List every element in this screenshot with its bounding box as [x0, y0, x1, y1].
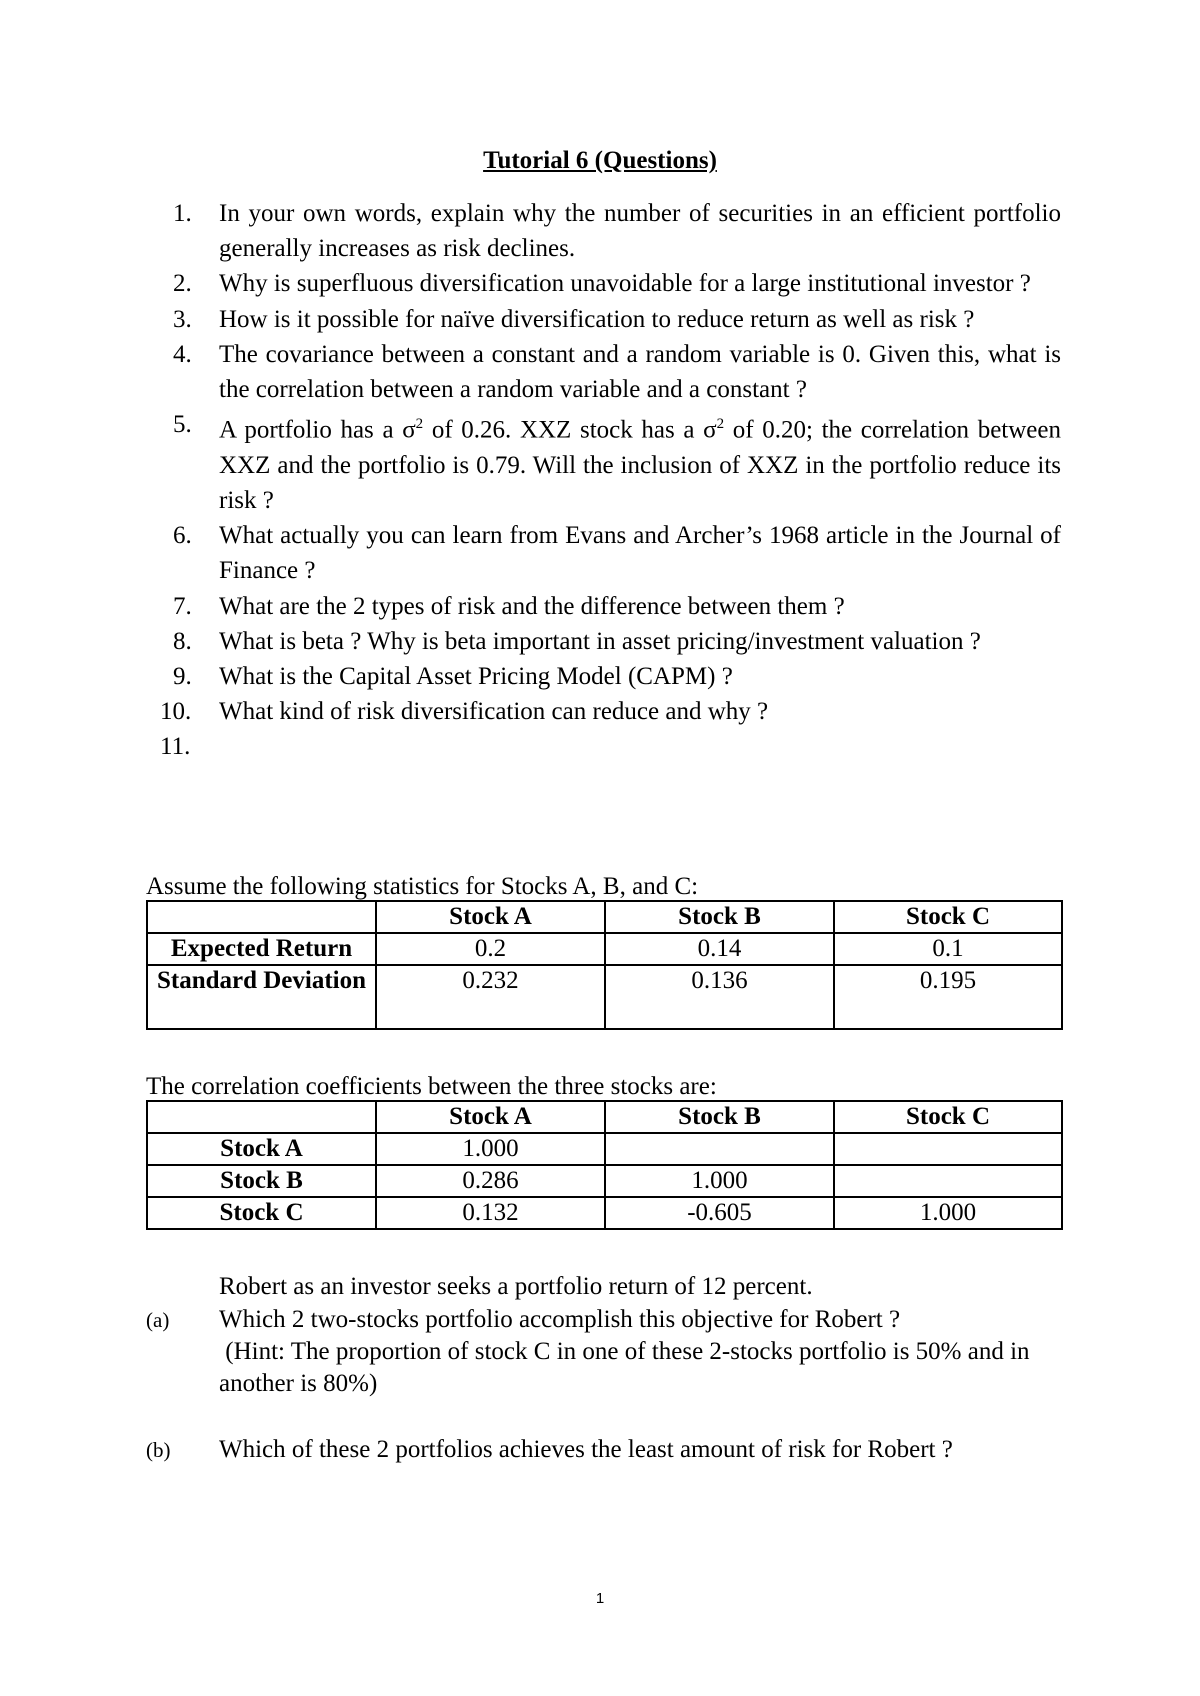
question-text: What is beta ? Why is beta important in asset pricing/investment valuation ?: [219, 627, 981, 655]
question-number: 11.: [160, 733, 191, 761]
page-number: 1: [595, 1590, 605, 1607]
question-text: What are the 2 types of risk and the difference between them ?: [219, 592, 845, 620]
question-item: [146, 337, 1061, 407]
table-cell: -0.605: [605, 1197, 834, 1229]
part-label: (b): [146, 1438, 171, 1462]
question-text: of 0.20; the correlation between XXZ and the portfolio is 0.79. Will the inclusion of XXZ in the portfolio reduce its risk ?: [219, 416, 1061, 514]
table-cell: 1.000: [605, 1165, 834, 1197]
table-cell: 0.132: [376, 1197, 605, 1229]
question-item: [146, 407, 1061, 518]
table-cell: 1.000: [834, 1197, 1062, 1229]
question-item: [146, 518, 1061, 588]
table-header-cell: Stock C: [834, 901, 1062, 933]
table-header-cell: Stock B: [605, 901, 834, 933]
question-number: 2.: [173, 270, 192, 298]
superscript: 2: [716, 416, 725, 433]
question-text: How is it possible for naïve diversification to reduce return as well as risk ?: [219, 305, 975, 333]
table-row: [147, 933, 1062, 965]
table-cell: [834, 1133, 1062, 1165]
question-text: In your own words, explain why the number of securities in an efficient portfolio generally increases as risk declines.: [219, 200, 1061, 263]
table-cell: [834, 1165, 1062, 1197]
question-text: What actually you can learn from Evans and Archer’s 1968 article in the Journal of Finance ?: [219, 522, 1061, 585]
table-header-cell: Stock A: [376, 901, 605, 933]
question-item: [146, 694, 1061, 729]
question-text: What is the Capital Asset Pricing Model (CAPM) ?: [219, 662, 733, 690]
question-number: 1.: [173, 200, 192, 227]
table-cell: 0.14: [605, 933, 834, 965]
row-label: Stock A: [147, 1133, 376, 1165]
table-header-row: [147, 1101, 1062, 1133]
part-question: Which 2 two-stocks portfolio accomplish this objective for Robert ?: [219, 1306, 901, 1333]
stats-intro: Assume the following statistics for Stocks A, B, and C:: [146, 873, 699, 900]
question-item: [146, 266, 1061, 301]
table-row: [147, 1133, 1062, 1165]
table-header-row: [147, 901, 1062, 933]
question-number: 8.: [173, 627, 192, 655]
row-label: Expected Return: [147, 933, 376, 965]
question-item: [146, 589, 1061, 624]
question-item: [146, 659, 1061, 694]
page-title: Tutorial 6 (Questions): [483, 147, 717, 174]
question-item: [146, 196, 1061, 266]
table-cell: [605, 1133, 834, 1165]
question-item: [146, 729, 1061, 764]
question-number: 5.: [173, 411, 192, 439]
table-header-cell: Stock B: [605, 1101, 834, 1133]
row-label: Stock C: [147, 1197, 376, 1229]
question-number: 4.: [173, 340, 192, 368]
question-text: of 0.26. XXZ stock has a σ: [423, 416, 717, 444]
table-row: [147, 1165, 1062, 1197]
corr-intro: The correlation coefficients between the three stocks are:: [146, 1073, 717, 1100]
table-cell: 0.136: [605, 965, 834, 1029]
question-text: The covariance between a constant and a random variable is 0. Given this, what is the correlation between a random variable and a constant ?: [219, 340, 1061, 404]
table-row: [147, 965, 1062, 1029]
table-cell: 0.195: [834, 965, 1062, 1029]
scenario-text: Robert as an investor seeks a portfolio return of 12 percent.: [219, 1273, 813, 1300]
table-cell: 1.000: [376, 1133, 605, 1165]
superscript: 2: [415, 416, 424, 433]
table-cell: 0.1: [834, 933, 1062, 965]
table-cell: 0.232: [376, 965, 605, 1029]
question-number: 6.: [173, 522, 192, 550]
question-number: 10.: [160, 698, 192, 726]
table-header-cell: [147, 901, 376, 933]
part-text: [219, 1304, 1061, 1400]
table-cell: 0.286: [376, 1165, 605, 1197]
stats-table: [146, 900, 1063, 1030]
table-header-cell: Stock A: [376, 1101, 605, 1133]
question-number: 7.: [173, 592, 192, 620]
table-header-cell: Stock C: [834, 1101, 1062, 1133]
question-item: [146, 624, 1061, 659]
part-question: Which of these 2 portfolios achieves the least amount of risk for Robert ?: [219, 1436, 953, 1463]
row-label: Stock B: [147, 1165, 376, 1197]
row-label: Standard Deviation: [147, 965, 376, 1029]
table-cell: 0.2: [376, 933, 605, 965]
table-header-cell: [147, 1101, 376, 1133]
question-item: [146, 302, 1061, 337]
question-number: 3.: [173, 305, 192, 333]
part-hint: (Hint: The proportion of stock C in one of these 2-stocks portfolio is 50% and in another is 80%): [219, 1338, 1036, 1397]
question-list: [146, 196, 1061, 765]
question-number: 9.: [173, 662, 192, 690]
question-text: Why is superfluous diversification unavoidable for a large institutional investor ?: [219, 270, 1031, 298]
part-label: (a): [146, 1308, 170, 1332]
table-row: [147, 1197, 1062, 1229]
question-text: A portfolio has a σ: [219, 416, 416, 444]
correlation-table: [146, 1100, 1063, 1230]
question-text: What kind of risk diversification can reduce and why ?: [219, 698, 769, 726]
